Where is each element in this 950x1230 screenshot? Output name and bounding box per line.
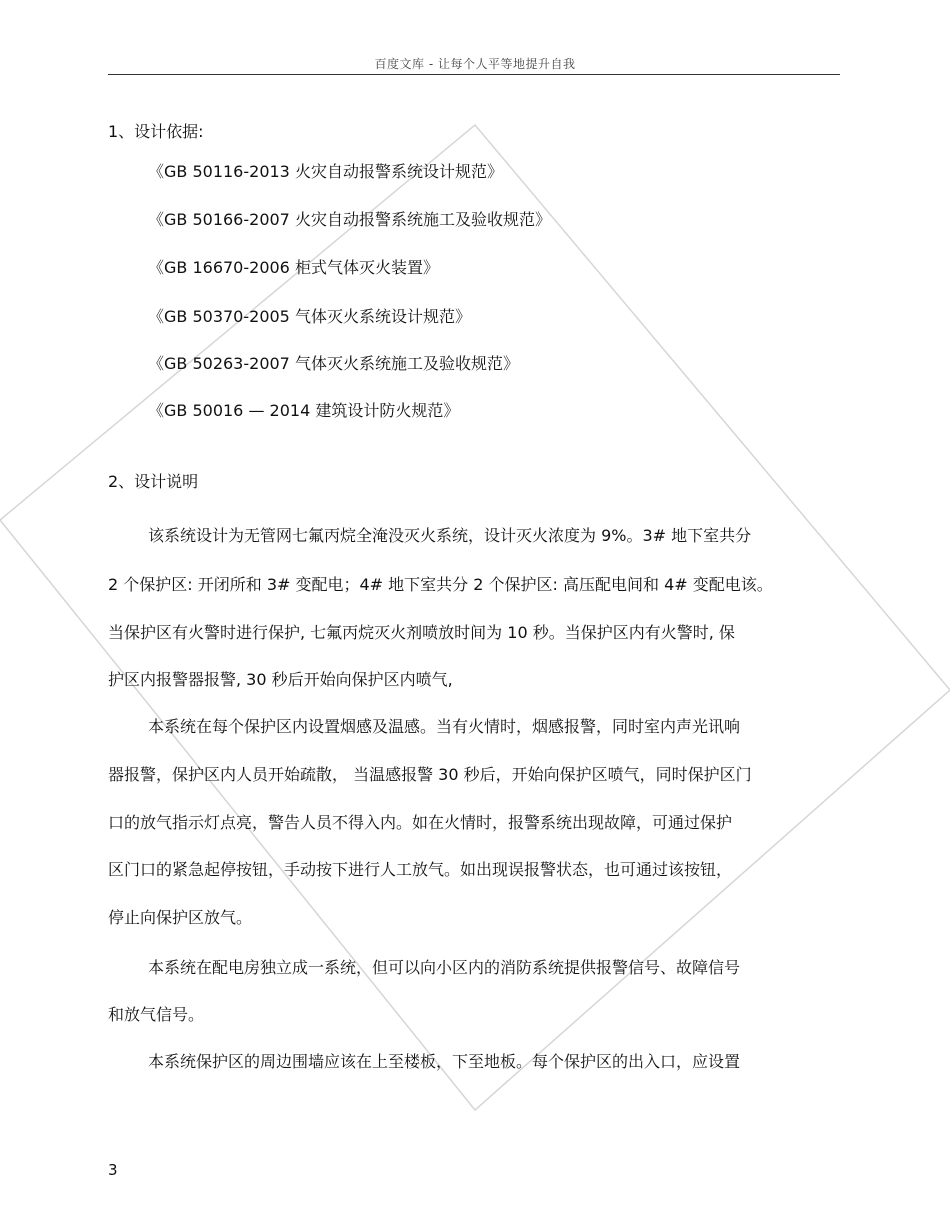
standard-item: 《GB 50370-2005 气体灭火系统设计规范》: [148, 307, 471, 326]
standard-item: 《GB 50016 — 2014 建筑设计防火规范》: [148, 401, 460, 420]
paragraph-line: 口的放气指示灯点亮，警告人员不得入内。如在火情时，报警系统出现故障，可通过保护: [108, 813, 733, 832]
header-title: 百度文库 - 让每个人平等地提升自我: [374, 57, 576, 71]
section-heading-description: 2、设计说明: [108, 472, 199, 491]
paragraph-line: 当保护区有火警时进行保护, 七氟丙烷灭火剂喷放时间为 10 秒。当保护区内有火警时, 保: [108, 623, 735, 642]
standard-item: 《GB 16670-2006 柜式气体灭火装置》: [148, 258, 439, 277]
paragraph-line: 该系统设计为无管网七氟丙烷全淹没灭火系统，设计灭火浓度为 9%。3# 地下室共分: [148, 526, 752, 545]
paragraph-line: 2 个保护区: 开闭所和 3# 变配电；4# 地下室共分 2 个保护区: 高压配电间和 4# 变配电该。: [108, 575, 773, 594]
paragraph-line: 区门口的紧急起停按钮，手动按下进行人工放气。如出现误报警状态，也可通过该按钮，: [108, 860, 733, 879]
paragraph-line: 本系统在每个保护区内设置烟感及温感。当有火情时，烟感报警，同时室内声光讯响: [148, 717, 741, 736]
standard-item: 《GB 50263-2007 气体灭火系统施工及验收规范》: [148, 354, 519, 373]
paragraph-line: 本系统在配电房独立成一系统，但可以向小区内的消防系统提供报警信号、故障信号: [148, 958, 741, 977]
standard-item: 《GB 50166-2007 火灾自动报警系统施工及验收规范》: [148, 210, 551, 229]
paragraph-line: 本系统保护区的周边围墙应该在上至楼板，下至地板。每个保护区的出入口，应设置: [148, 1052, 741, 1071]
section-heading-basis: 1、设计依据:: [108, 122, 204, 141]
paragraph-line: 和放气信号。: [108, 1005, 205, 1024]
paragraph-line: 器报警，保护区内人员开始疏散， 当温感报警 30 秒后，开始向保护区喷气，同时保护区门: [108, 765, 752, 784]
paragraph-line: 停止向保护区放气。: [108, 908, 253, 927]
header-divider: [108, 74, 840, 75]
page-number: 3: [108, 1161, 118, 1179]
paragraph-line: 护区内报警器报警, 30 秒后开始向保护区内喷气,: [108, 670, 453, 689]
standard-item: 《GB 50116-2013 火灾自动报警系统设计规范》: [148, 162, 503, 181]
